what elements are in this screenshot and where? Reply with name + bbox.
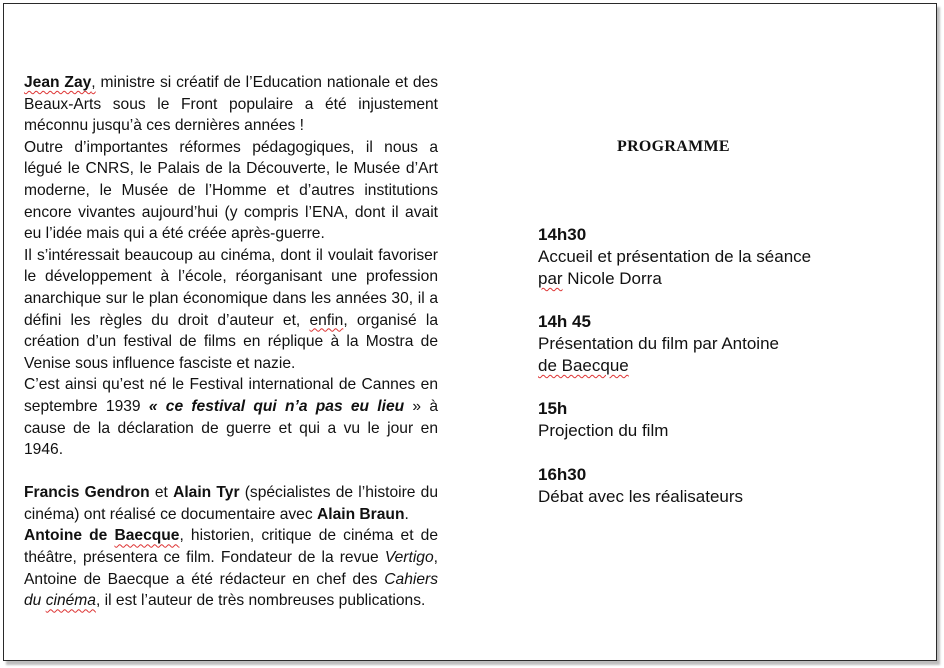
- paragraph-text: C’est ainsi qu’est né le Festival international de Cannes en septembre 1939: [24, 376, 438, 415]
- slot-time: 14h30: [538, 225, 587, 244]
- paragraph-authors: [24, 482, 438, 525]
- paragraph-text: .: [404, 505, 409, 523]
- slot-description: Présentation du film par Antoine: [538, 334, 779, 353]
- name-jean-zay: Jean Zay: [24, 74, 92, 91]
- slot-time: 16h30: [538, 465, 587, 484]
- quote-festival: « ce festival qui n’a pas eu lieu: [148, 397, 405, 415]
- paragraph-text: Il s’intéressait beaucoup au cinéma, dont il voulait favoriser le développement à l’école, réorganisant une profession anarchique sur le plan économique dans les années 30, il a défini les règles du droit d’auteur et,: [24, 246, 438, 329]
- slot-time: 15h: [538, 399, 568, 418]
- paragraph-text: » à cause de la déclaration de guerre et qui a vu le jour en 1946.: [24, 397, 439, 459]
- slot-description: [538, 355, 779, 377]
- document-page: [3, 3, 937, 661]
- name-francis-gendron: Francis Gendron: [24, 484, 150, 502]
- paragraph-de-baecque: [24, 525, 438, 611]
- paragraph-text: , historien, critique de cinéma et de théâtre, présentera ce film. Fondateur de la revue: [24, 527, 438, 567]
- slot-time: 14h 45: [538, 312, 591, 331]
- name-alain-braun: Alain Braun: [316, 505, 405, 523]
- slot-description: Projection du film: [538, 421, 669, 440]
- paragraph-text: , il est l’auteur de très nombreuses publications.: [95, 592, 426, 610]
- title-vertigo: Vertigo: [384, 549, 434, 567]
- name-de-baecque: de Baecque: [538, 356, 629, 375]
- paragraph-jean-zay: [24, 72, 438, 137]
- paragraph-text: , organisé la création d’un festival de films en réplique à la Mostra de Venise sous influence fasciste et nazie.: [24, 311, 439, 372]
- programme-title: PROGRAMME: [617, 138, 730, 155]
- paragraph-text: (spécialistes de l’histoire du cinéma) ont réalisé ce documentaire avec: [24, 484, 439, 523]
- slot-description: Accueil et présentation de la séance: [538, 247, 812, 266]
- slot-description: [538, 268, 811, 290]
- paragraph-text: , Antoine de Baecque a été rédacteur en chef des: [24, 549, 438, 588]
- programme-slot-3: [538, 398, 668, 442]
- comma: ,: [91, 74, 96, 91]
- slot-description: Débat avec les réalisateurs: [538, 487, 744, 506]
- paragraph-text: et: [149, 484, 174, 502]
- slot-text: Nicole Dorra: [562, 269, 662, 288]
- word-par: par: [538, 269, 563, 288]
- word-enfin: enfin: [309, 311, 344, 329]
- paragraph-cannes: [24, 374, 438, 460]
- title-cahiers: Cahiers du: [24, 570, 438, 610]
- programme-slot-1: [538, 224, 811, 290]
- paragraph-cinema: [24, 245, 438, 375]
- programme-slot-4: [538, 464, 743, 508]
- intro-text-column: [24, 72, 438, 612]
- title-cinema: cinéma: [45, 592, 96, 610]
- programme-slot-2: [538, 311, 779, 377]
- name-antoine-de: Antoine de: [24, 527, 115, 545]
- name-baecque: Baecque: [114, 527, 180, 545]
- paragraph-text: ministre si créatif de l’Education nationale et des Beaux-Arts sous le Front populaire a été injustement méconnu jusqu’à ces dernières années !: [24, 74, 439, 135]
- paragraph-reforms: Outre d’importantes réformes pédagogiques, il nous a légué le CNRS, le Palais de la Découverte, le Musée d’Art moderne, le Musée de l’Homme et d’autres institutions encore vivantes aujourd’hui (y compris l’ENA, dont il avait eu l’idée mais qui a été créée après-guerre.: [24, 138, 438, 243]
- name-alain-tyr: Alain Tyr: [173, 484, 240, 502]
- spacer: [24, 461, 438, 483]
